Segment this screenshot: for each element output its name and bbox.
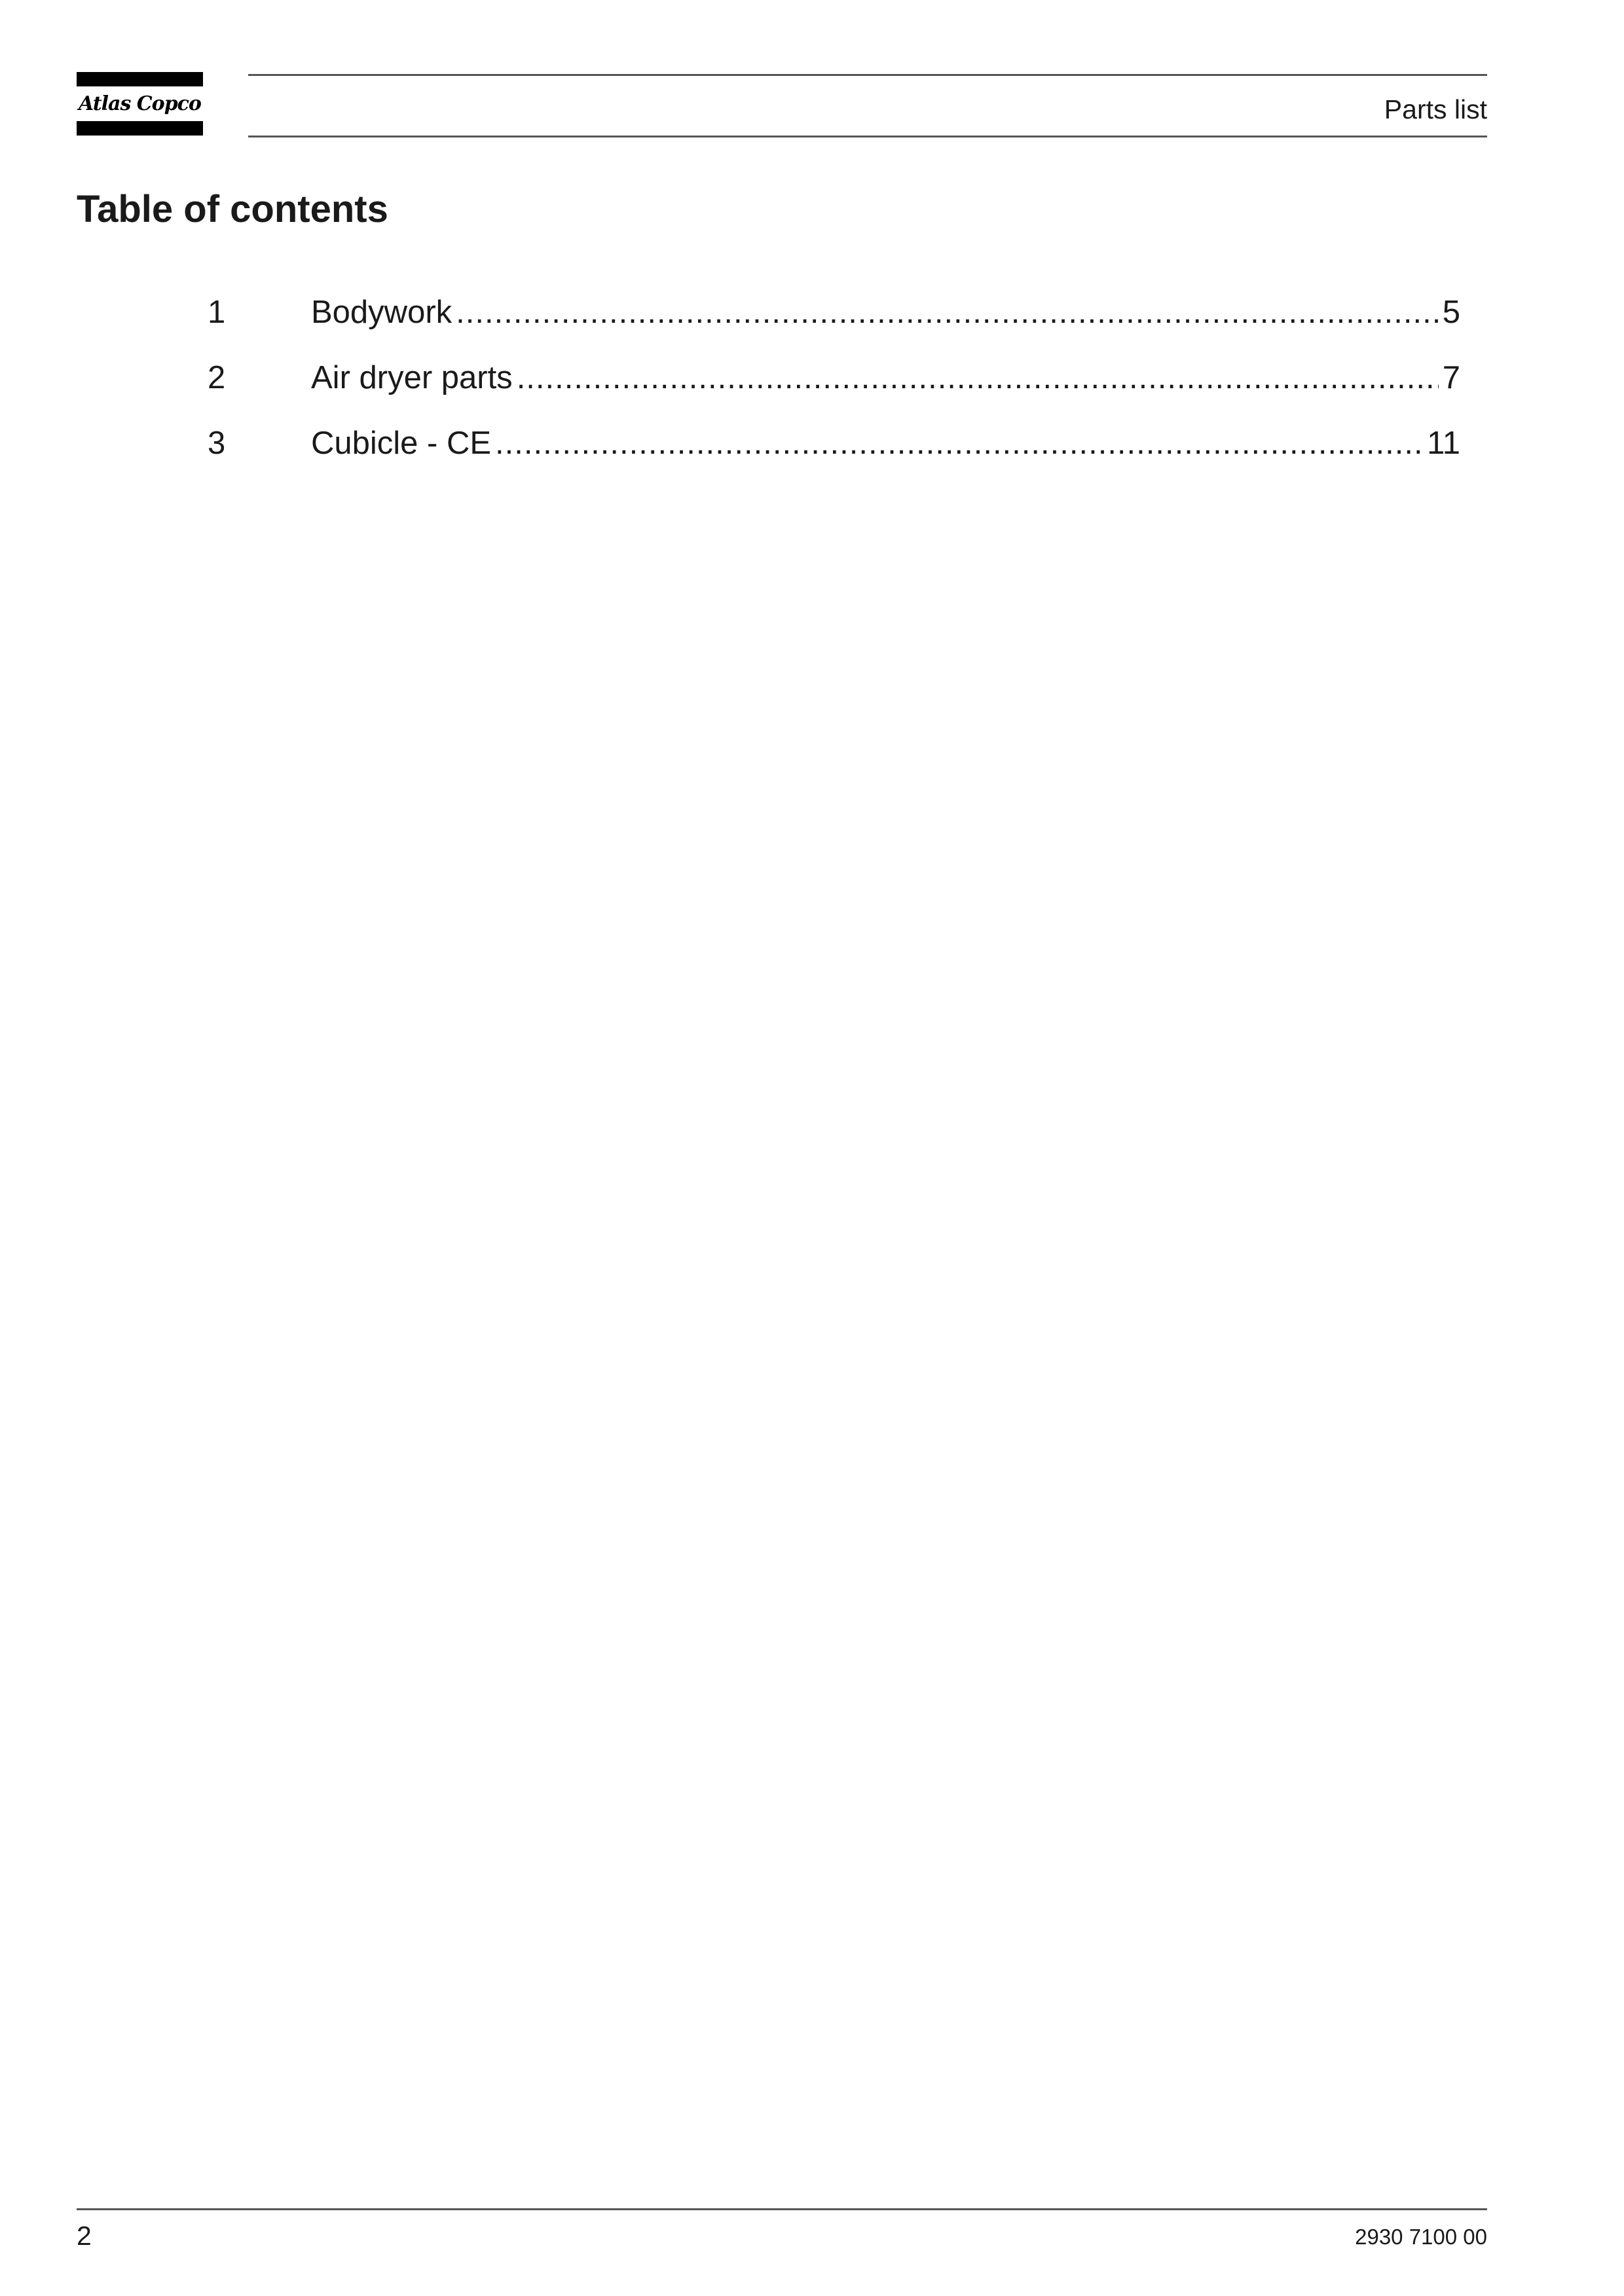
toc-entry-label: Air dryer parts: [311, 360, 513, 395]
atlas-copco-logo: [77, 72, 203, 136]
logo-bottom-bar: [77, 121, 203, 136]
page-title: Table of contents: [77, 188, 388, 230]
toc-entry-page: 7: [1442, 360, 1460, 395]
toc-entry-air-dryer-parts[interactable]: [208, 358, 1460, 424]
toc-entry-number: 2: [208, 360, 226, 395]
toc-entry-label: Cubicle - CE: [311, 426, 492, 461]
toc-list: [208, 293, 1460, 489]
toc-dot-leader: [495, 424, 1423, 463]
toc-entry-bodywork[interactable]: [208, 293, 1460, 358]
toc-entry-page: 11: [1427, 426, 1460, 461]
toc-dot-leader: [456, 293, 1439, 332]
footer-document-number: 2930 7100 00: [1355, 2225, 1487, 2249]
header-bottom-rule: [248, 136, 1487, 137]
logo-wordmark: Atlas Copco: [79, 92, 201, 115]
toc-entry-number: 3: [208, 426, 226, 461]
footer-page-number: 2: [77, 2221, 92, 2251]
header-top-rule: [248, 74, 1487, 76]
toc-entry-number: 1: [208, 295, 226, 330]
toc-dot-leader: [517, 358, 1439, 397]
footer-rule: [77, 2208, 1487, 2210]
toc-entry-cubicle-ce[interactable]: [208, 424, 1460, 489]
toc-entry-label: Bodywork: [311, 295, 452, 330]
toc-entry-page: 5: [1442, 295, 1460, 330]
logo-top-bar: [77, 72, 203, 86]
header-section-label: Parts list: [1384, 94, 1487, 124]
